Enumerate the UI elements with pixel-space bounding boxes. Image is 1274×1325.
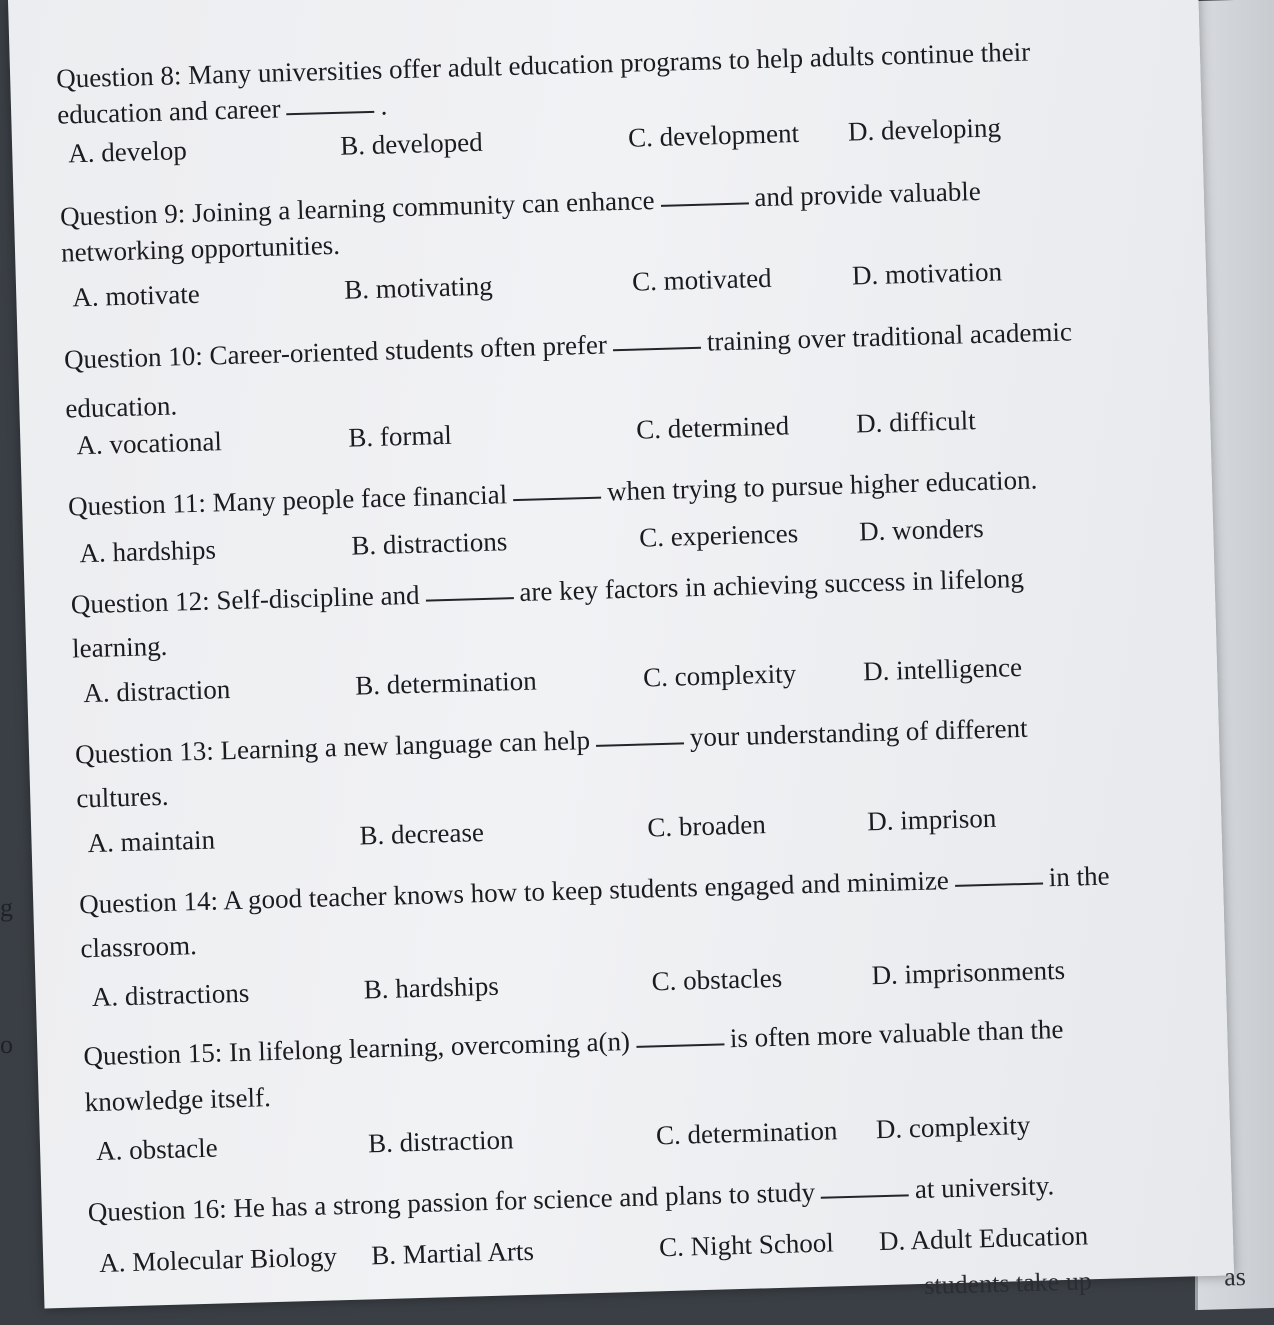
option-c[interactable]: C. Night School bbox=[658, 1227, 835, 1263]
option-c[interactable]: C. broaden bbox=[646, 809, 767, 843]
question-16-line1 bbox=[87, 1167, 1054, 1230]
question-text: education and career bbox=[56, 93, 281, 130]
question-text: In lifelong learning, overcoming a(n) bbox=[228, 1026, 631, 1068]
answer-blank[interactable] bbox=[513, 497, 601, 501]
question-label: Question 11: bbox=[67, 487, 207, 522]
option-d[interactable]: D. imprisonments bbox=[871, 954, 1066, 991]
question-9-line2 bbox=[61, 227, 341, 271]
option-b[interactable]: B. distractions bbox=[350, 526, 508, 561]
option-d[interactable]: D. developing bbox=[847, 112, 1002, 147]
option-d[interactable]: D. motivation bbox=[851, 256, 1003, 291]
question-10-line2 bbox=[65, 387, 178, 427]
option-b[interactable]: B. formal bbox=[347, 419, 453, 453]
question-10-line1 bbox=[64, 313, 1073, 378]
option-a[interactable]: A. vocational bbox=[76, 426, 223, 461]
question-text: knowledge itself. bbox=[84, 1082, 272, 1118]
question-label: Question 14: bbox=[78, 885, 219, 920]
question-text: cultures. bbox=[75, 780, 169, 814]
question-15-line2 bbox=[84, 1079, 271, 1121]
question-text: education. bbox=[65, 390, 178, 424]
option-b[interactable]: B. distraction bbox=[367, 1124, 514, 1159]
question-text: and provide valuable bbox=[753, 175, 982, 213]
option-c[interactable]: C. development bbox=[627, 117, 800, 153]
answer-blank[interactable] bbox=[426, 597, 514, 601]
option-d[interactable]: D. imprison bbox=[866, 802, 997, 837]
question-text: Many universities offer adult education programs to help adults continue their bbox=[187, 36, 1031, 90]
question-label: Question 8: bbox=[55, 60, 182, 94]
margin-mark: o bbox=[0, 1030, 13, 1059]
question-label: Question 16: bbox=[87, 1193, 227, 1228]
question-text: networking opportunities. bbox=[60, 229, 341, 268]
option-a[interactable]: A. obstacle bbox=[95, 1132, 219, 1166]
answer-blank[interactable] bbox=[661, 202, 749, 206]
answer-blank[interactable] bbox=[287, 111, 375, 115]
question-14-line1 bbox=[79, 858, 1110, 923]
option-c[interactable]: C. experiences bbox=[638, 518, 799, 553]
question-label: Question 9: bbox=[59, 198, 186, 232]
question-8-line2 bbox=[57, 87, 388, 133]
option-b[interactable]: B. decrease bbox=[359, 817, 485, 851]
option-a[interactable]: A. maintain bbox=[87, 824, 216, 859]
option-c[interactable]: C. determined bbox=[635, 410, 790, 445]
question-text: when trying to pursue higher education. bbox=[606, 464, 1038, 507]
option-b[interactable]: B. developed bbox=[339, 126, 484, 161]
question-13-options bbox=[77, 798, 1178, 865]
option-b[interactable]: B. hardships bbox=[363, 970, 500, 1005]
question-label: Question 15: bbox=[83, 1037, 223, 1072]
question-text: learning. bbox=[71, 630, 168, 664]
margin-mark: g bbox=[0, 893, 13, 922]
question-text: A good teacher knows how to keep students engaged and minimize bbox=[222, 865, 950, 916]
option-d[interactable]: D. difficult bbox=[855, 405, 977, 439]
question-13-line1 bbox=[75, 710, 1028, 773]
answer-blank[interactable] bbox=[821, 1194, 909, 1198]
question-12-options bbox=[73, 648, 1174, 715]
question-text: are key factors in achieving success in lifelong bbox=[519, 562, 1025, 607]
option-a[interactable]: A. develop bbox=[67, 135, 188, 169]
option-c[interactable]: C. determination bbox=[655, 1115, 838, 1151]
question-text: in the bbox=[1048, 860, 1110, 893]
question-text: your understanding of different bbox=[689, 712, 1028, 753]
question-text: training over traditional academic bbox=[706, 316, 1073, 357]
question-14-options bbox=[81, 952, 1182, 1019]
question-text: He has a strong passion for science and plans to study bbox=[232, 1176, 816, 1224]
option-c[interactable]: C. motivated bbox=[631, 262, 772, 297]
question-10-options bbox=[66, 400, 1167, 467]
option-d[interactable]: D. wonders bbox=[858, 512, 985, 547]
question-14-line2 bbox=[80, 927, 197, 967]
question-text: Learning a new language can help bbox=[220, 725, 591, 766]
question-text: . bbox=[380, 90, 388, 121]
question-text: Self-discipline and bbox=[215, 579, 420, 616]
option-b[interactable]: B. motivating bbox=[343, 270, 494, 305]
option-d[interactable]: D. Adult Education bbox=[878, 1220, 1089, 1257]
option-c[interactable]: C. complexity bbox=[642, 658, 797, 693]
question-12-line2 bbox=[72, 628, 168, 667]
question-label: Question 12: bbox=[70, 585, 211, 620]
partial-next-question-fragment: students take up bbox=[923, 1266, 1093, 1300]
question-15-line1 bbox=[83, 1011, 1064, 1075]
question-text: Many people face financial bbox=[212, 479, 508, 518]
question-9-line1 bbox=[60, 173, 982, 235]
option-c[interactable]: C. obstacles bbox=[651, 962, 783, 997]
question-text: classroom. bbox=[80, 930, 198, 964]
option-a[interactable]: A. distractions bbox=[91, 977, 250, 1013]
option-a[interactable]: A. hardships bbox=[79, 534, 217, 569]
answer-blank[interactable] bbox=[955, 882, 1043, 886]
answer-blank[interactable] bbox=[613, 347, 701, 351]
question-text: is often more valuable than the bbox=[729, 1013, 1064, 1054]
option-a[interactable]: A. motivate bbox=[71, 278, 201, 313]
partial-next-question-fragment: as bbox=[1223, 1261, 1247, 1292]
option-d[interactable]: D. complexity bbox=[875, 1109, 1031, 1145]
question-label: Question 13: bbox=[74, 735, 215, 770]
option-a[interactable]: A. Molecular Biology bbox=[98, 1241, 338, 1278]
question-text: at university. bbox=[914, 1170, 1055, 1205]
question-text: Career-oriented students often prefer bbox=[209, 329, 608, 371]
option-b[interactable]: B. determination bbox=[354, 665, 538, 701]
option-d[interactable]: D. intelligence bbox=[862, 651, 1023, 687]
answer-blank[interactable] bbox=[636, 1043, 724, 1047]
question-13-line2 bbox=[76, 778, 169, 817]
question-label: Question 10: bbox=[63, 340, 204, 375]
worksheet-page bbox=[8, 0, 1247, 1308]
question-8-line1 bbox=[56, 33, 1031, 97]
question-text: Joining a learning community can enhance bbox=[191, 185, 655, 228]
answer-blank[interactable] bbox=[596, 742, 684, 746]
option-b[interactable]: B. Martial Arts bbox=[370, 1235, 535, 1271]
option-a[interactable]: A. distraction bbox=[82, 674, 231, 709]
